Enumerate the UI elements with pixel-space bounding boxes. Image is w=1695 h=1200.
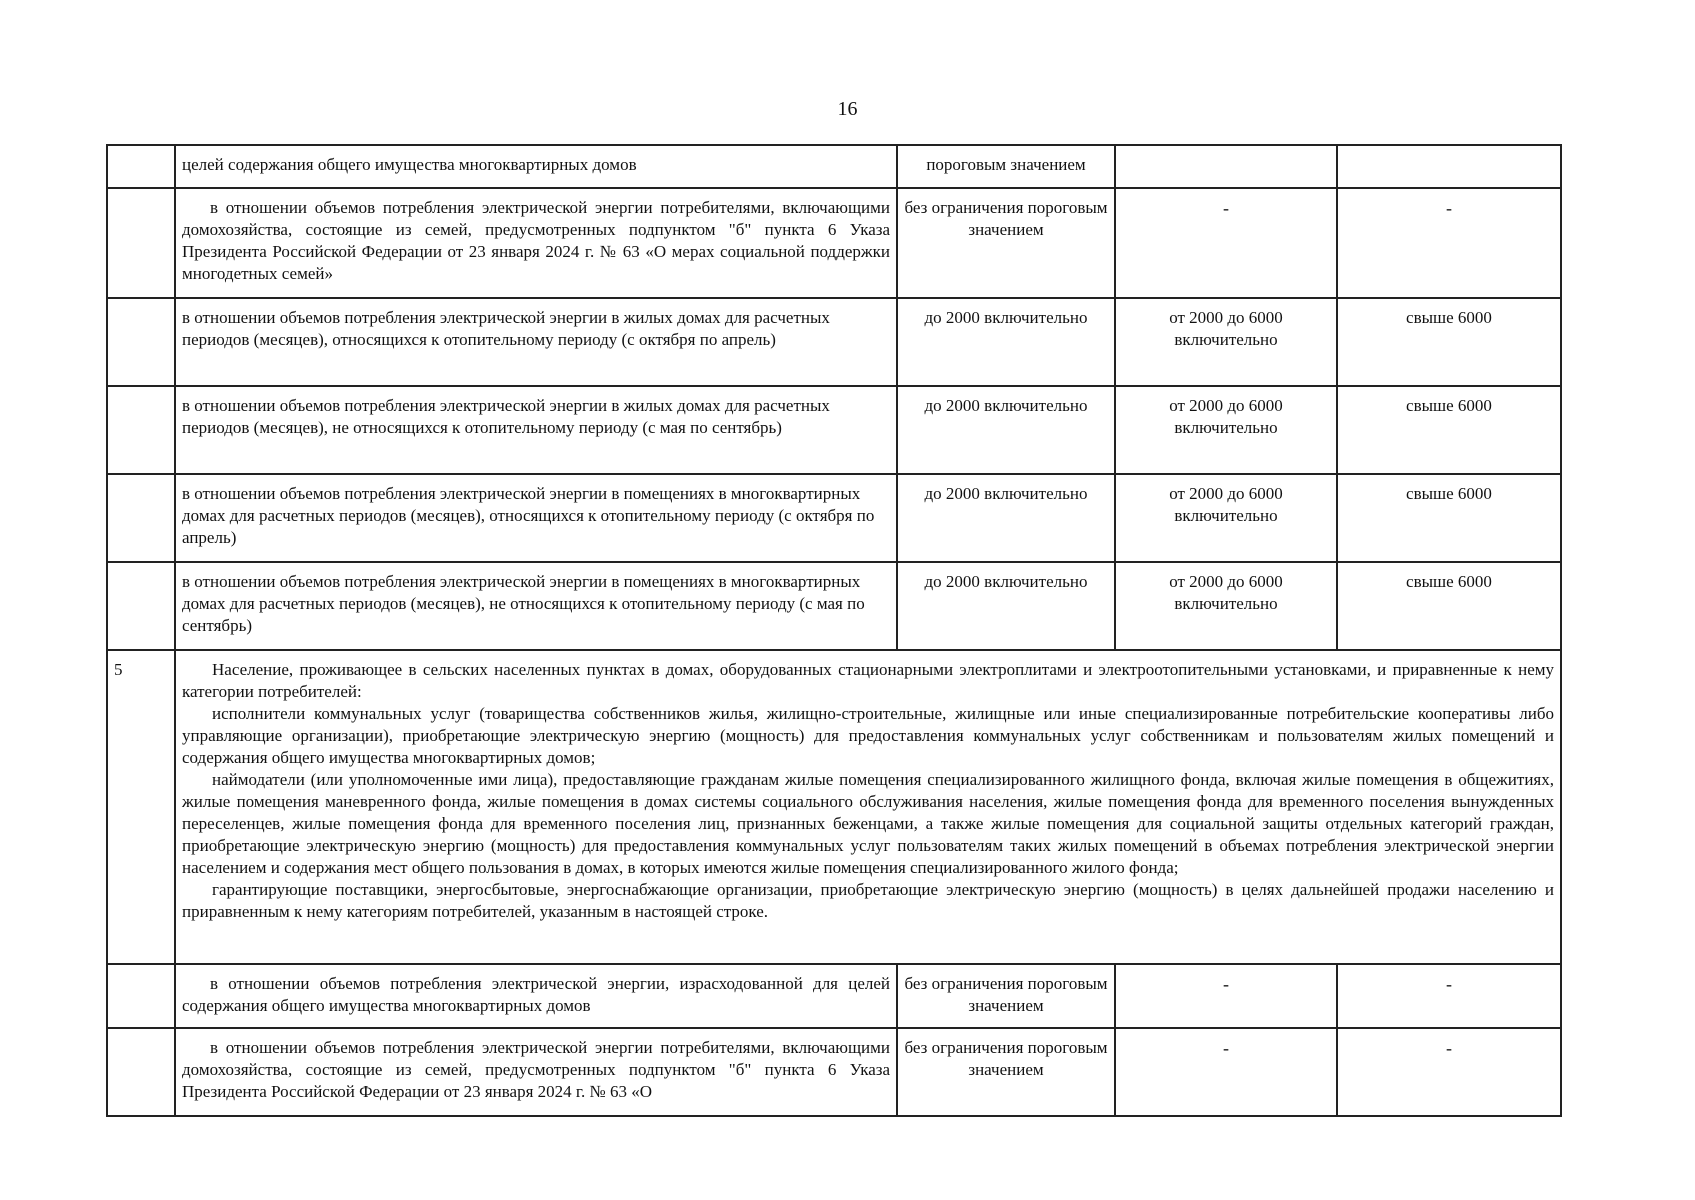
table-row bbox=[107, 650, 1561, 964]
row-number-cell: 5 bbox=[107, 650, 175, 964]
threshold-range-2: от 2000 до 6000 включительно bbox=[1115, 474, 1337, 562]
row-number-cell bbox=[107, 145, 175, 188]
row-description: целей содержания общего имущества многоквартирных домов bbox=[175, 145, 897, 188]
row-description: в отношении объемов потребления электрической энергии в жилых домах для расчетных периодов (месяцев), относящихся к отопительному периоду (с октября по апрель) bbox=[175, 298, 897, 386]
group-paragraph: наймодатели (или уполномоченные ими лица), предоставляющие гражданам жилые помещения специализированного жилищного фонда, включая жилые помещения в общежитиях, жилые помещения маневренного фонда, жилые помещения в домах системы социального обслуживания населения, жилые помещения фонда для временного поселения вынужденных переселенцев, жилые помещения фонда для временного поселения лиц, признанных беженцами, а также жилые помещения для социальной защиты отдельных категорий граждан, приобретающие электрическую энергию (мощность) для предоставления коммунальных услуг пользователям таких жилых помещений в объемах потребления электрической энергии населением и содержания мест общего пользования в домах, в которых имеются жилые помещения специализированного жилого фонда; bbox=[182, 770, 1554, 877]
threshold-range-2: - bbox=[1115, 188, 1337, 298]
row-number-cell bbox=[107, 562, 175, 650]
threshold-range-2: от 2000 до 6000 включительно bbox=[1115, 562, 1337, 650]
row-description: в отношении объемов потребления электрической энергии потребителями, включающими домохозяйства, состоящие из семей, предусмотренных подпунктом "б" пункта 6 Указа Президента Российской Федерации от 23 января 2024 г. № 63 «О bbox=[175, 1028, 897, 1116]
threshold-range-2: - bbox=[1115, 1028, 1337, 1116]
tariff-table bbox=[106, 144, 1562, 1117]
row-number-cell bbox=[107, 386, 175, 474]
row-number-cell bbox=[107, 474, 175, 562]
threshold-range-1: до 2000 включительно bbox=[897, 386, 1115, 474]
row-description: в отношении объемов потребления электрической энергии потребителями, включающими домохозяйства, состоящие из семей, предусмотренных подпунктом "б" пункта 6 Указа Президента Российской Федерации от 23 января 2024 г. № 63 «О мерах социальной поддержки многодетных семей» bbox=[175, 188, 897, 298]
table-row bbox=[107, 1028, 1561, 1116]
row-number-cell bbox=[107, 964, 175, 1028]
page-number: 16 bbox=[837, 98, 858, 120]
threshold-range-3: - bbox=[1337, 964, 1561, 1028]
threshold-range-1: до 2000 включительно bbox=[897, 298, 1115, 386]
table-row bbox=[107, 562, 1561, 650]
threshold-range-3: - bbox=[1337, 188, 1561, 298]
threshold-range-1: без ограничения пороговым значением bbox=[897, 188, 1115, 298]
table-row bbox=[107, 298, 1561, 386]
threshold-range-3: - bbox=[1337, 1028, 1561, 1116]
table-row bbox=[107, 188, 1561, 298]
row-number-cell bbox=[107, 188, 175, 298]
threshold-range-2: от 2000 до 6000 включительно bbox=[1115, 298, 1337, 386]
threshold-range-1: пороговым значением bbox=[897, 145, 1115, 188]
row-description: в отношении объемов потребления электрической энергии в жилых домах для расчетных периодов (месяцев), не относящихся к отопительному периоду (с мая по сентябрь) bbox=[175, 386, 897, 474]
threshold-range-2: - bbox=[1115, 964, 1337, 1028]
group-paragraph: гарантирующие поставщики, энергосбытовые, энергоснабжающие организации, приобретающие электрическую энергию (мощность) в целях дальнейшей продажи населению и приравненным к нему категориям потребителей, указанным в настоящей строке. bbox=[182, 880, 1554, 921]
threshold-range-1: до 2000 включительно bbox=[897, 562, 1115, 650]
threshold-range-3: свыше 6000 bbox=[1337, 298, 1561, 386]
table-row bbox=[107, 474, 1561, 562]
table-row bbox=[107, 145, 1561, 188]
consumer-group-description bbox=[175, 650, 1561, 964]
threshold-range-3: свыше 6000 bbox=[1337, 562, 1561, 650]
threshold-range-2 bbox=[1115, 145, 1337, 188]
row-description: в отношении объемов потребления электрической энергии, израсходованной для целей содержания общего имущества многоквартирных домов bbox=[175, 964, 897, 1028]
threshold-range-3: свыше 6000 bbox=[1337, 474, 1561, 562]
row-description: в отношении объемов потребления электрической энергии в помещениях в многоквартирных домах для расчетных периодов (месяцев), не относящихся к отопительному периоду (с мая по сентябрь) bbox=[175, 562, 897, 650]
table-row bbox=[107, 964, 1561, 1028]
threshold-range-1: до 2000 включительно bbox=[897, 474, 1115, 562]
threshold-range-1: без ограничения пороговым значением bbox=[897, 964, 1115, 1028]
threshold-range-1: без ограничения пороговым значением bbox=[897, 1028, 1115, 1116]
row-description: в отношении объемов потребления электрической энергии в помещениях в многоквартирных домах для расчетных периодов (месяцев), относящихся к отопительному периоду (с октября по апрель) bbox=[175, 474, 897, 562]
group-paragraph: Население, проживающее в сельских населенных пунктах в домах, оборудованных стационарными электроплитами и электроотопительными установками, и приравненные к нему категории потребителей: bbox=[182, 660, 1554, 701]
row-number-cell bbox=[107, 298, 175, 386]
threshold-range-3 bbox=[1337, 145, 1561, 188]
threshold-range-3: свыше 6000 bbox=[1337, 386, 1561, 474]
group-paragraph: исполнители коммунальных услуг (товарищества собственников жилья, жилищно-строительные, жилищные или иные специализированные потребительские кооперативы либо управляющие организации), приобретающие электрическую энергию (мощность) для предоставления коммунальных услуг собственникам и пользователям жилых помещений и содержания общего имущества многоквартирных домов; bbox=[182, 704, 1554, 767]
table-row bbox=[107, 386, 1561, 474]
row-number-cell bbox=[107, 1028, 175, 1116]
threshold-range-2: от 2000 до 6000 включительно bbox=[1115, 386, 1337, 474]
